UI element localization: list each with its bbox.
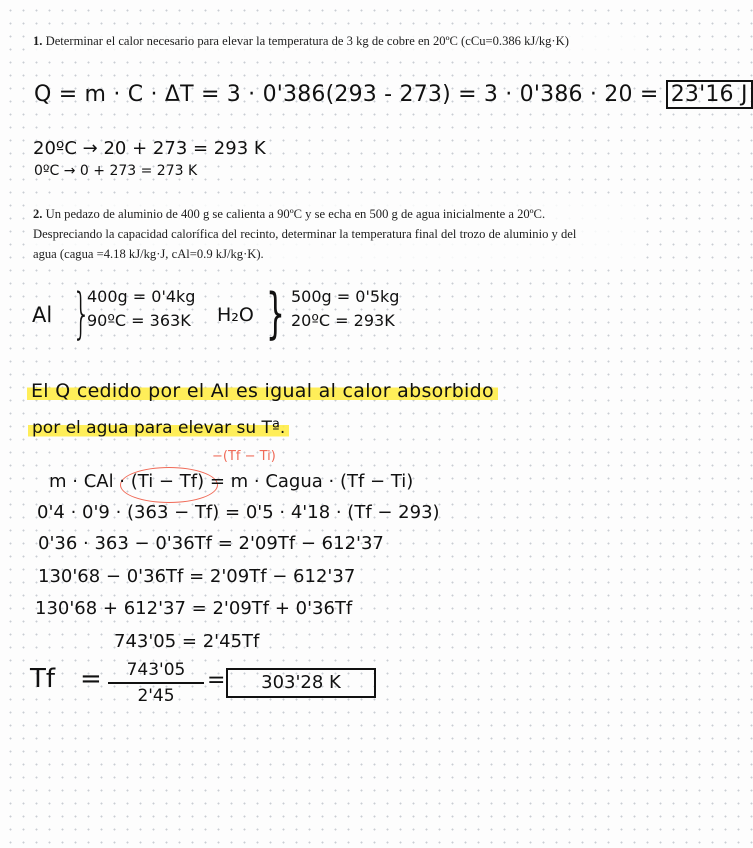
aluminium-givens [87, 285, 195, 333]
aluminium-label: Al [32, 303, 53, 327]
statement-line-2 [28, 418, 289, 438]
problem-2-text-line1: Un pedazo de aluminio de 400 g se calienta a 90ºC y se echa en 500 g de agua inicialmente a 20ºC. [45, 207, 546, 221]
aluminium-brace: } [72, 282, 91, 345]
result-equals: = [207, 668, 226, 693]
red-annotation: −(Tf − Ti) [212, 449, 276, 464]
conversion-20c: 20ºC → 20 + 273 = 293 K [33, 138, 266, 159]
water-label: H₂O [217, 304, 254, 326]
final-temp-label: Tf [30, 664, 56, 694]
heat-formula: Q = m · C · ΔT = 3 · 0'386(293 - 273) = 3 · 0'386 · 20 = [34, 82, 659, 107]
statement-line-1 [27, 380, 498, 402]
conversion-0c: 0ºC → 0 + 273 = 273 K [34, 163, 198, 179]
statement-highlight-1: El Q cedido por el Al es igual al calor absorbido [27, 380, 498, 402]
equation-4: 130'68 − 0'36Tf = 2'09Tf − 612'37 [38, 566, 356, 587]
aluminium-mass: 400g = 0'4kg [87, 287, 196, 306]
final-result-box: 303'28 K [226, 668, 376, 698]
problem-2 [33, 204, 641, 264]
aluminium-temp: 90ºC = 363K [87, 311, 191, 330]
equation-1: m · CAl · (Ti − Tf) = m · Cagua · (Tf − Ti) [49, 471, 414, 492]
fraction-numerator: 743'05 [126, 660, 186, 680]
fraction-denominator: 2'45 [137, 686, 175, 706]
problem-2-text-line3: agua (cagua =4.18 kJ/kg·J, cAl=0.9 kJ/kg·K). [33, 247, 264, 261]
equation-6: 743'05 = 2'45Tf [114, 631, 260, 652]
water-brace: } [266, 282, 285, 345]
heat-result-box: 23'16 J [666, 80, 753, 109]
final-temp-fraction [108, 660, 204, 706]
problem-1 [33, 31, 643, 51]
problem-2-number: 2. [33, 207, 43, 221]
problem-1-text: Determinar el calor necesario para elevar la temperatura de 3 kg de cobre en 20ºC (cCu=0.386 kJ/kg·K) [45, 34, 569, 48]
fraction-bar [108, 682, 204, 684]
statement-highlight-2: por el agua para elevar su Tª. [28, 418, 289, 438]
problem-1-number: 1. [33, 34, 43, 48]
equation-5: 130'68 + 612'37 = 2'09Tf + 0'36Tf [35, 598, 353, 619]
equation-3: 0'36 · 363 − 0'36Tf = 2'09Tf − 612'37 [38, 533, 384, 554]
equation-2: 0'4 · 0'9 · (363 − Tf) = 0'5 · 4'18 · (Tf − 293) [37, 502, 440, 523]
water-temp: 20ºC = 293K [291, 311, 395, 330]
water-mass: 500g = 0'5kg [291, 287, 400, 306]
water-givens [291, 285, 399, 333]
final-temp-equals: = [80, 664, 102, 694]
problem-2-text-line2: Despreciando la capacidad calorífica del recinto, determinar la temperatura final del trozo de aluminio y del [33, 227, 577, 241]
heat-formula-line [34, 82, 753, 107]
